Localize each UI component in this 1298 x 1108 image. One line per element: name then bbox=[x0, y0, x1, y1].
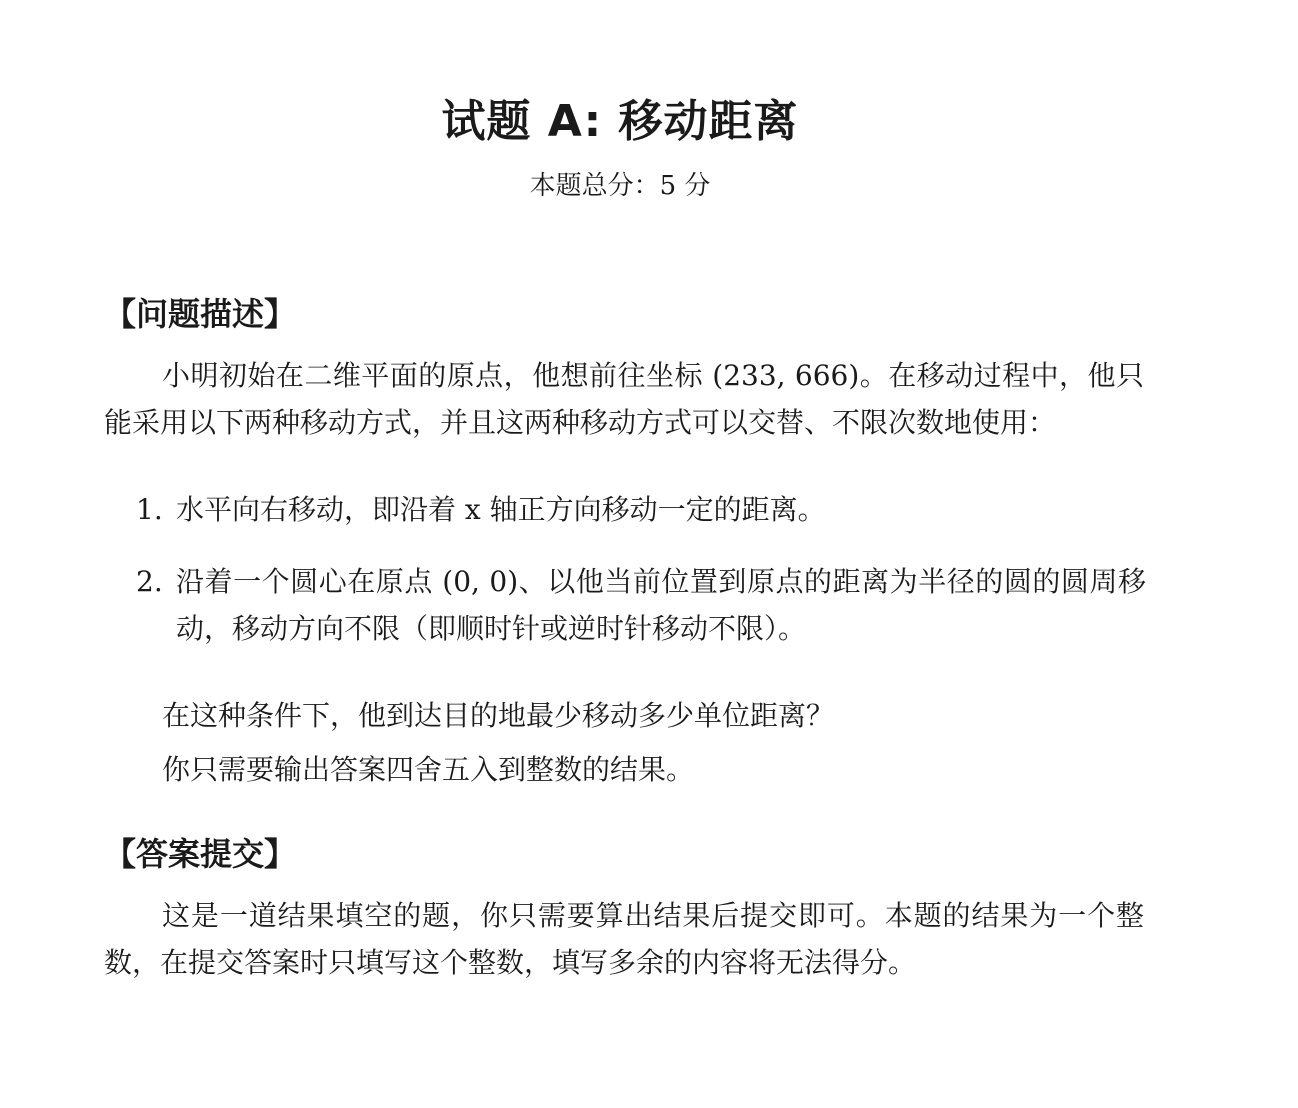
rule-item-2 bbox=[136, 558, 1146, 652]
movement-rules-list bbox=[136, 486, 1146, 652]
problem-score: 本题总分：5 分 bbox=[529, 171, 711, 201]
rule-text-1: 水平向右移动，即沿着 x 轴正方向移动一定的距离。 bbox=[176, 493, 826, 526]
rule-item-1 bbox=[136, 486, 1146, 533]
rule-number-2: 2. bbox=[136, 565, 163, 598]
problem-output-note: 你只需要输出答案四舍五入到整数的结果。 bbox=[162, 753, 695, 786]
rule-text-2: 沿着一个圆心在原点 (0, 0)、以他当前位置到原点的距离为半径的圆的圆周移动，移动方向不限（即顺时针或逆时针移动不限）。 bbox=[176, 565, 1146, 645]
problem-intro-paragraph: 小明初始在二维平面的原点，他想前往坐标 (233, 666)。在移动过程中，他只能采用以下两种移动方式，并且这两种移动方式可以交替、不限次数地使用： bbox=[104, 359, 1144, 439]
problem-description-heading: 【问题描述】 bbox=[104, 295, 297, 333]
problem-title: 试题 A: 移动距离 bbox=[441, 96, 799, 147]
answer-submission-paragraph: 这是一道结果填空的题，你只需要算出结果后提交即可。本题的结果为一个整数，在提交答案时只填写这个整数，填写多余的内容将无法得分。 bbox=[104, 899, 1144, 979]
answer-submission-heading: 【答案提交】 bbox=[104, 835, 297, 873]
rule-number-1: 1. bbox=[136, 493, 163, 526]
problem-question: 在这种条件下，他到达目的地最少移动多少单位距离？ bbox=[162, 699, 835, 732]
